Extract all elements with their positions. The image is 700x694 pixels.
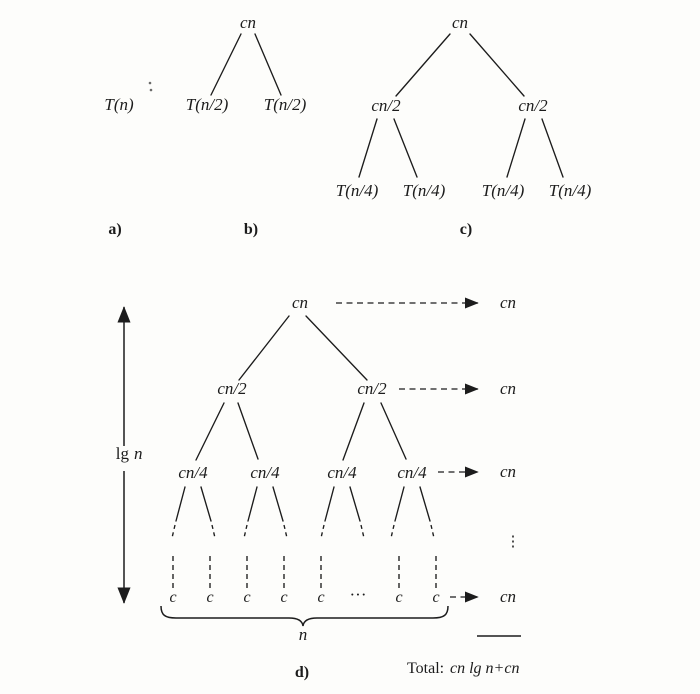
brace-label: n <box>298 625 308 644</box>
tree-d-l2-3: cn/4 <box>327 463 357 482</box>
tree-b-right-child: T(n/2) <box>263 95 307 114</box>
panel-b-label: b) <box>243 221 259 238</box>
leaf-ellipsis: ··· <box>349 585 367 604</box>
node-label-tn: T(n) <box>104 95 134 114</box>
tree-b-left-child: T(n/2) <box>185 95 229 114</box>
tree-b-root: cn <box>239 13 257 32</box>
row-sum-2: cn <box>500 379 517 398</box>
scan-artifact <box>149 82 153 92</box>
tree-d-dashed-continuations <box>172 487 434 538</box>
tree-d-l1-2: cn/2 <box>357 379 387 398</box>
tree-d-l2-2: cn/4 <box>250 463 280 482</box>
leaf-c-2: c <box>206 589 214 606</box>
leaf-c-3: c <box>243 589 251 606</box>
tree-c-leaf-1: T(n/4) <box>335 181 379 200</box>
tree-d-l1-1: cn/2 <box>217 379 247 398</box>
row-sum-3: cn <box>500 462 517 481</box>
panel-b <box>186 13 307 238</box>
panel-a <box>104 95 134 238</box>
tree-d-l2-1: cn/4 <box>178 463 208 482</box>
leaf-c-6: c <box>395 589 403 606</box>
panel-a-label: a) <box>108 221 122 238</box>
leaves-brace <box>161 606 448 626</box>
depth-label-var: n <box>134 444 143 463</box>
panel-d <box>116 293 521 681</box>
tree-c-right: cn/2 <box>518 96 548 115</box>
leaf-dashed-columns <box>173 556 436 591</box>
panel-c-label: c) <box>459 221 473 238</box>
depth-label-prefix: lg <box>115 444 129 463</box>
leaf-c-5: c <box>317 589 325 606</box>
leaf-c-4: c <box>280 589 288 606</box>
tree-d-l2-4: cn/4 <box>397 463 427 482</box>
row-sums-vertical-ellipsis: ⋮ <box>505 534 521 550</box>
tree-d-root: cn <box>291 293 309 312</box>
row-sum-arrows <box>336 303 478 597</box>
tree-b-edges <box>211 34 281 95</box>
row-sum-1: cn <box>500 293 517 312</box>
tree-c-left: cn/2 <box>371 96 401 115</box>
tree-c-leaf-4: T(n/4) <box>548 181 592 200</box>
leaf-c-7: c <box>432 589 440 606</box>
total-prefix: Total: <box>407 660 445 677</box>
total-expression: cn lg n+cn <box>450 660 520 677</box>
tree-c-leaf-3: T(n/4) <box>481 181 525 200</box>
panel-c <box>336 13 592 238</box>
tree-c-leaf-2: T(n/4) <box>402 181 446 200</box>
leaf-c-1: c <box>169 589 177 606</box>
panel-d-label: d) <box>294 664 310 681</box>
tree-c-root: cn <box>451 13 469 32</box>
row-sum-4: cn <box>500 587 517 606</box>
